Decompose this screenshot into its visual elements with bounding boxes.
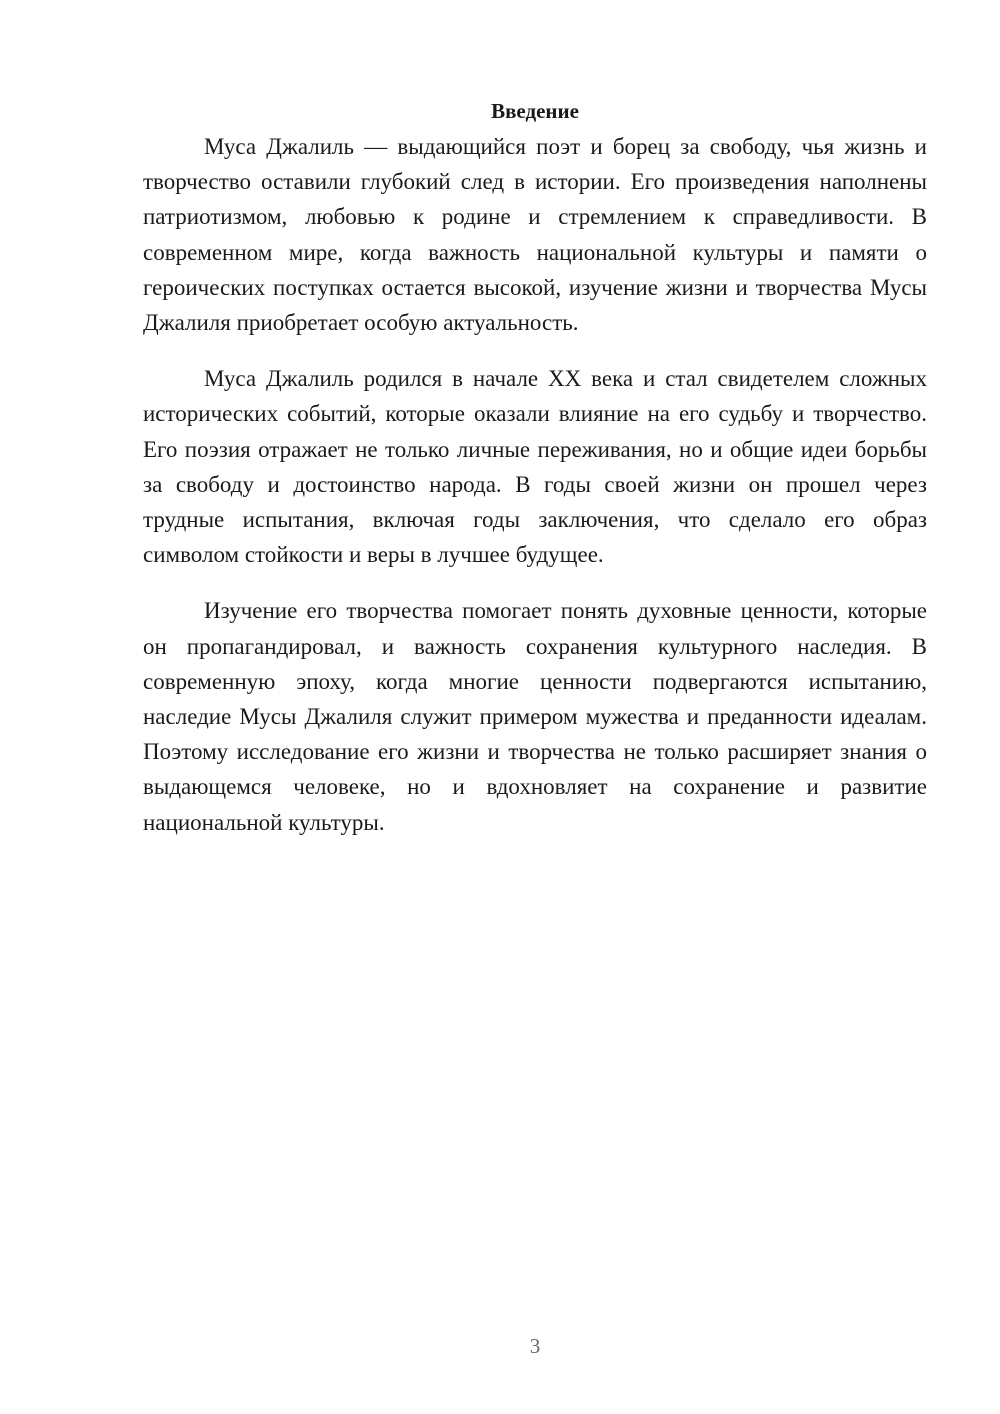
paragraph-2: Муса Джалиль родился в начале XX века и стал свидетелем сложных исторических событий, которые оказали влияние на его судьбу и творчество. Его поэзия отражает не только личные переживания, но и общие идеи борьбы за свободу и достоинство народа. В годы своей жизни он прошел через трудные испытания, включая годы заключения, что сделало его образ символом стойкости и веры в лучшее будущее. [143, 366, 927, 568]
page-number: 3 [529, 1334, 541, 1358]
paragraph-3: Изучение его творчества помогает понять духовные ценности, которые он пропагандировал, и важность сохранения культурного наследия. В современную эпоху, когда многие ценности подвергаются испытанию, наследие Мусы Джалиля служит примером мужества и преданности идеалам. Поэтому исследование его жизни и творчества не только расширяет знания о выдающемся человеке, но и вдохновляет на сохранение и развитие национальной культуры. [143, 598, 927, 835]
paragraph-1: Муса Джалиль — выдающийся поэт и борец за свободу, чья жизнь и творчество оставили глубокий след в истории. Его произведения наполнены патриотизмом, любовью к родине и стремлением к справедливости. В современном мире, когда важность национальной культуры и памяти о героических поступках остается высокой, изучение жизни и творчества Мусы Джалиля приобретает особую актуальность. [143, 134, 927, 336]
page-content [143, 96, 927, 861]
section-title: Введение [491, 99, 579, 123]
